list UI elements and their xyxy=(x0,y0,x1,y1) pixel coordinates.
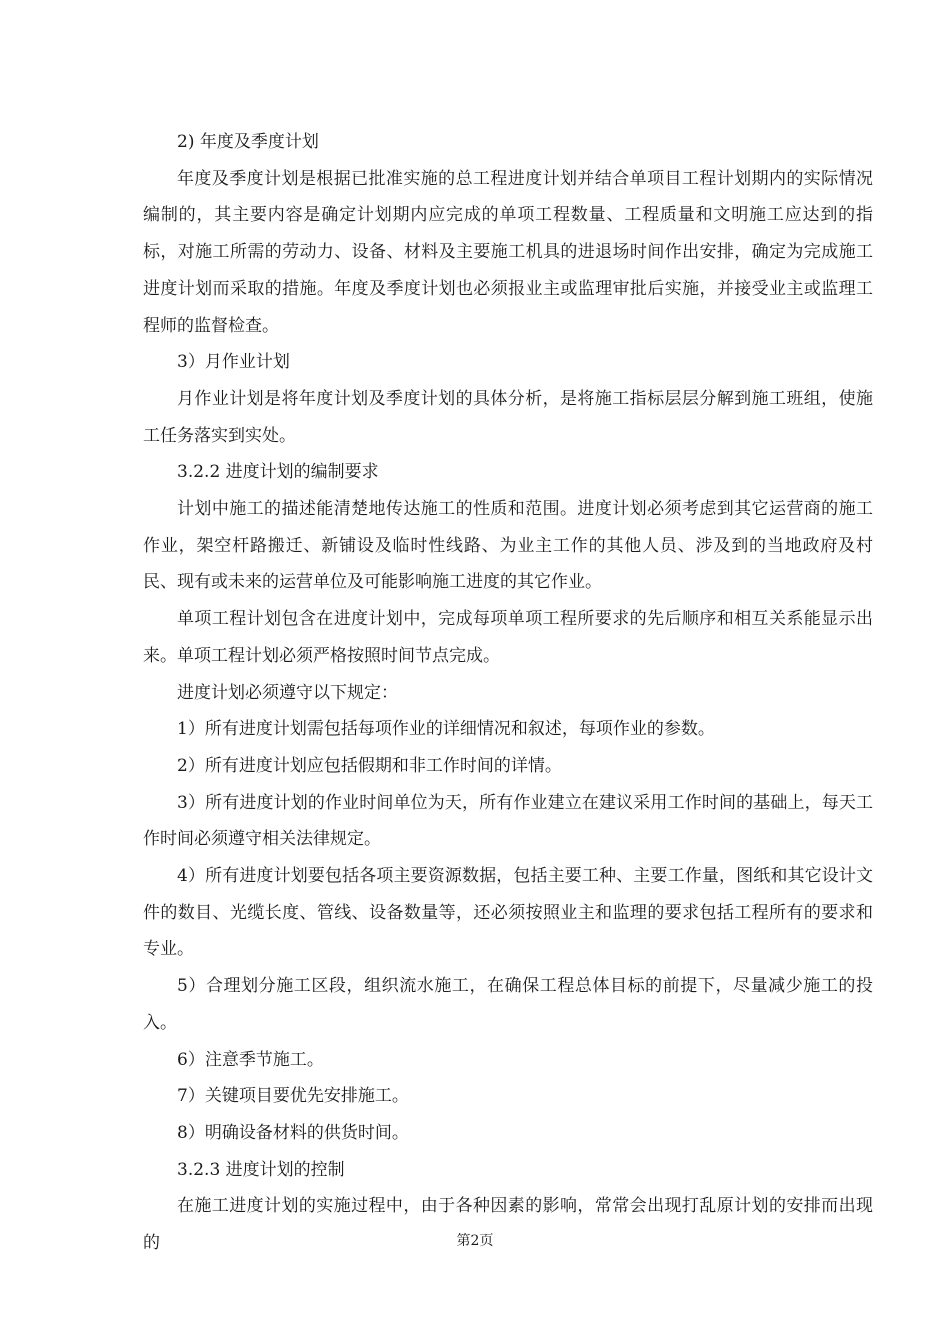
list-item-rule-3: 3）所有进度计划的作业时间单位为天，所有作业建立在建议采用工作时间的基础上，每天工作时间必须遵守相关法律规定。 xyxy=(143,792,873,850)
list-item-rule-8: 8）明确设备材料的供货时间。 xyxy=(177,1122,409,1143)
document-body xyxy=(143,124,873,1262)
paragraph-plan-control: 在施工进度计划的实施过程中，由于各种因素的影响，常常会出现打乱原计划的安排而出现的 xyxy=(143,1196,873,1254)
section-heading-monthly-plan: 3）月作业计划 xyxy=(177,352,290,373)
paragraph-single-project-plan: 单项工程计划包含在进度计划中，完成每项单项工程所要求的先后顺序和相互关系能显示出来。单项工程计划必须严格按照时间节点完成。 xyxy=(143,609,873,666)
section-heading-3-2-3: 3.2.3 进度计划的控制 xyxy=(177,1159,345,1180)
list-item-rule-7: 7）关键项目要优先安排施工。 xyxy=(177,1086,409,1107)
section-heading-3-2-2: 3.2.2 进度计划的编制要求 xyxy=(177,462,379,483)
paragraph-annual-quarterly-plan: 年度及季度计划是根据已批准实施的总工程进度计划并结合单项目工程计划期内的实际情况编制的，其主要内容是确定计划期内应完成的单项工程数量、工程质量和文明施工应达到的指标，对施工所需的劳动力、设备、材料及主要施工机具的进退场时间作出安排，确定为完成施工进度计划而采取的措施。年度及季度计划也必须报业主或监理审批后实施，并接受业主或监理工程师的监督检查。 xyxy=(143,168,873,336)
list-item-rule-6: 6）注意季节施工。 xyxy=(177,1049,324,1070)
list-item-rule-1: 1）所有进度计划需包括每项作业的详细情况和叙述，每项作业的参数。 xyxy=(177,719,715,740)
page-number: 第2页 xyxy=(456,1233,494,1249)
paragraph-monthly-plan: 月作业计划是将年度计划及季度计划的具体分析，是将施工指标层层分解到施工班组，使施工任务落实到实处。 xyxy=(143,388,873,446)
paragraph-plan-description: 计划中施工的描述能清楚地传达施工的性质和范围。进度计划必须考虑到其它运营商的施工作业，架空杆路搬迁、新铺设及临时性线路、为业主工作的其他人员、涉及到的当地政府及村民、现有或未来的运营单位及可能影响施工进度的其它作业。 xyxy=(143,499,873,593)
paragraph-rules-intro: 进度计划必须遵守以下规定： xyxy=(177,682,398,703)
list-item-rule-2: 2）所有进度计划应包括假期和非工作时间的详情。 xyxy=(177,755,562,776)
list-item-rule-4: 4）所有进度计划要包括各项主要资源数据，包括主要工种、主要工作量，图纸和其它设计文件的数目、光缆长度、管线、设备数量等，还必须按照业主和监理的要求包括工程所有的要求和专业。 xyxy=(143,866,873,960)
list-item-rule-5: 5）合理划分施工区段，组织流水施工，在确保工程总体目标的前提下，尽量减少施工的投入。 xyxy=(143,976,873,1033)
section-heading-annual-quarterly-plan: 2) 年度及季度计划 xyxy=(177,132,319,152)
